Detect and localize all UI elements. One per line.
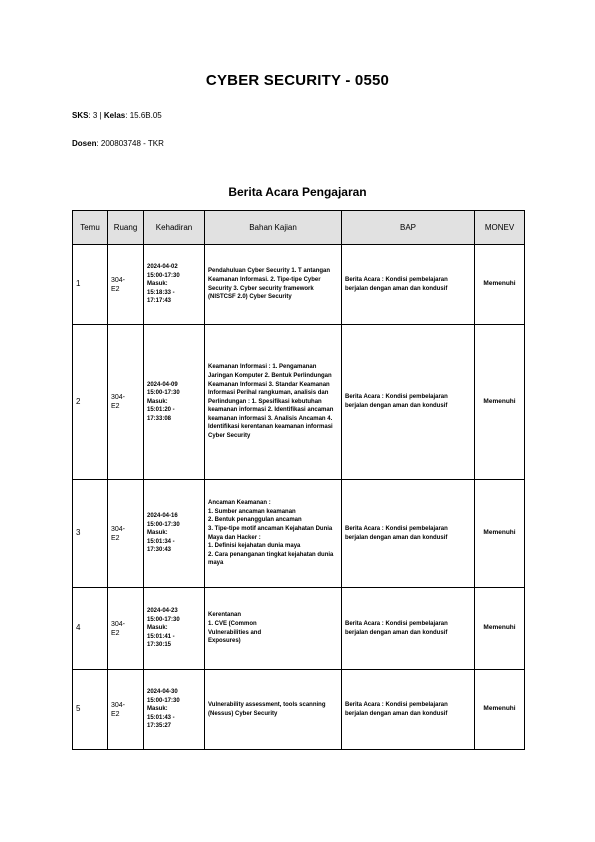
sks-label: SKS [72,111,89,120]
cell-bap: Berita Acara : Kondisi pembelajaran berjalan dengan aman dan kondusif [342,325,475,480]
table-row [73,325,525,480]
dosen-value: : 200803748 - TKR [96,139,164,148]
header-kehadiran: Kehadiran [144,211,205,245]
cell-kehadiran: 2024-04-09 15:00-17:30 Masuk: 15:01:20 - 17:33:08 [144,325,205,480]
sks-value: : 3 [88,111,98,120]
cell-bap: Berita Acara : Kondisi pembelajaran berjalan dengan aman dan kondusif [342,588,475,670]
cell-kehadiran: 2024-04-16 15:00-17:30 Masuk: 15:01:34 - 17:30:43 [144,480,205,588]
cell-bahan-kajian: Kerentanan 1. CVE (Common Vulnerabilities and Exposures) [205,588,342,670]
cell-kehadiran: 2024-04-23 15:00-17:30 Masuk: 15:01:41 - 17:30:15 [144,588,205,670]
table-header-row [73,211,525,245]
header-bap: BAP [342,211,475,245]
kelas-label: Kelas [103,111,126,120]
cell-monev: Memenuhi [475,588,525,670]
header-temu: Temu [73,211,108,245]
bap-table [72,210,525,750]
cell-temu: 1 [73,245,108,325]
cell-kehadiran: 2024-04-30 15:00-17:30 Masuk: 15:01:43 - 17:35:27 [144,670,205,750]
header-monev: MONEV [475,211,525,245]
dosen-label: Dosen [72,139,97,148]
cell-bahan-kajian: Ancaman Keamanan : 1. Sumber ancaman keamanan 2. Bentuk penanggulan ancaman 3. Tipe-tipe motif ancaman Kejahatan Dunia Maya dan Hacker : 1. Definisi kejahatan dunia maya 2. Cara penanganan tingkat kejahatan dunia maya [205,480,342,588]
cell-bap: Berita Acara : Kondisi pembelajaran berjalan dengan aman dan kondusif [342,480,475,588]
cell-temu: 4 [73,588,108,670]
cell-bap: Berita Acara : Kondisi pembelajaran berjalan dengan aman dan kondusif [342,670,475,750]
cell-temu: 2 [73,325,108,480]
course-title: CYBER SECURITY - 0550 [205,72,390,89]
cell-bahan-kajian: Pendahuluan Cyber Security 1. T antangan Keamanan Informasi. 2. Tipe-tipe Cyber Security 3. Cyber security framework (NISTCSF 2.0) Cyber Security [205,245,342,325]
cell-kehadiran: 2024-04-02 15:00-17:30 Masuk: 15:18:33 - 17:17:43 [144,245,205,325]
cell-ruang: 304- E2 [108,325,144,480]
cell-temu: 3 [73,480,108,588]
cell-monev: Memenuhi [475,480,525,588]
cell-monev: Memenuhi [475,670,525,750]
section-title: Berita Acara Pengajaran [228,185,367,199]
course-dosen [72,139,164,148]
cell-ruang: 304- E2 [108,480,144,588]
kelas-value: : 15.6B.05 [125,111,162,120]
meta-separator: | [97,111,104,120]
table-row [73,588,525,670]
table-row [73,245,525,325]
cell-temu: 5 [73,670,108,750]
table-row [73,480,525,588]
table-row [73,670,525,750]
cell-ruang: 304- E2 [108,245,144,325]
course-sks-kelas [72,111,162,120]
cell-monev: Memenuhi [475,245,525,325]
cell-bahan-kajian: Vulnerability assessment, tools scanning (Nessus) Cyber Security [205,670,342,750]
cell-bahan-kajian: Keamanan Informasi : 1. Pengamanan Jaringan Komputer 2. Bentuk Perlindungan Keamanan Informasi 3. Standar Keamanan Informasi Perihal rangkuman, analisis dan Perlindungan : 1. Spesifikasi kebutuhan keamanan informasi 2. Identifikasi ancaman keamanan informasi 3. Analisis Ancaman 4. Identifikasi kerentanan keamanan informasi Cyber Security [205,325,342,480]
cell-ruang: 304- E2 [108,588,144,670]
header-bahan-kajian: Bahan Kajian [205,211,342,245]
cell-ruang: 304- E2 [108,670,144,750]
header-ruang: Ruang [108,211,144,245]
cell-bap: Berita Acara : Kondisi pembelajaran berjalan dengan aman dan kondusif [342,245,475,325]
cell-monev: Memenuhi [475,325,525,480]
